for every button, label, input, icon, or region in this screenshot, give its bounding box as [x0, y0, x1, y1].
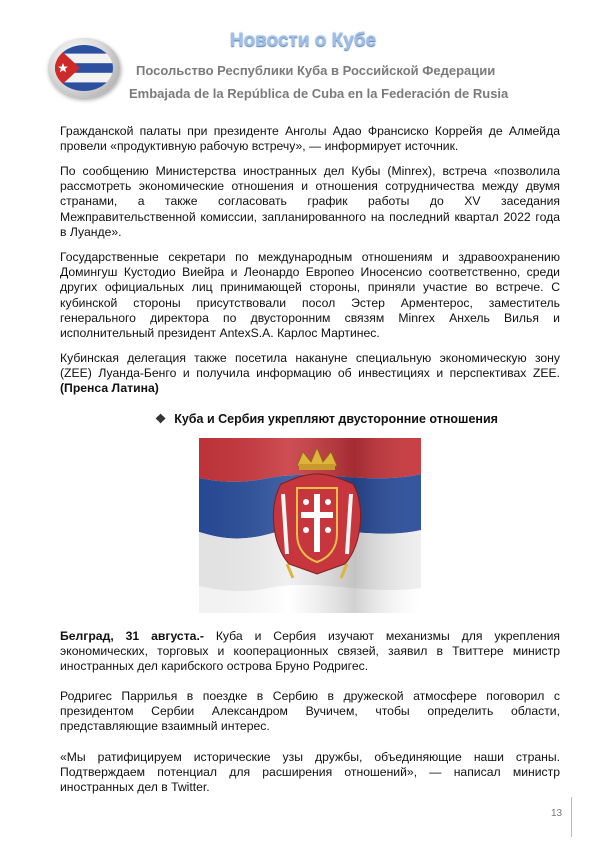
- embassy-name-ru: Посольство Республики Куба в Российской Федерации: [136, 63, 496, 78]
- article-paragraph: [60, 351, 560, 397]
- article-text: Куба и Сербия изучают механизмы для укрепления экономических, торговых и кооперационных связей, заявил в Твиттере министр иностранных дел карибского острова Бруно Родригес.: [60, 629, 560, 674]
- site-title: Новости о Кубе: [229, 30, 377, 51]
- article-text: Кубинская делегация также посетила накануне специальную экономическую зону (ZEE) Луанда-Бенго и получила информацию об инвестициях и перспективах ZEE.: [60, 351, 560, 381]
- article-paragraph: По сообщению Министерства иностранных дел Кубы (Minrex), встреча «позволила рассмотреть экономические отношения и отношения сотрудничества между двумя странами, а также согласовать график работы до XV заседания Межправительственной комиссии, запланированного на последний квартал 2022 года в Луанде».: [60, 164, 560, 239]
- dateline: Белград, 31 августа.-: [60, 629, 204, 643]
- page-header: [0, 0, 606, 110]
- article-paragraph: Гражданской палаты при президенте Анголы Адао Франсиско Коррейя де Алмейда провели «продуктивную рабочую встречу», — информирует источник.: [60, 124, 560, 154]
- article-paragraph: Государственные секретари по международным отношениям и здравоохранению Домингуш Кустодио Виейра и Леонардо Европео Иносенсио соответственно, среди других официальных лиц принимающей стороны, приняли участие во встрече. С кубинской стороны присутствовали посол Эстер Арментерос, заместитель генерального директора по двусторонним связям Minrex Анхель Вилья и исполнительный президент AntexS.A. Карлос Мартинес.: [60, 250, 560, 341]
- article-paragraph: [60, 629, 560, 675]
- embassy-name-es: Embajada de la República de Cuba en la Federación de Rusia: [129, 86, 509, 101]
- page-number: 13: [551, 808, 563, 819]
- article-paragraph: «Мы ратифицируем исторические узы дружбы, объединяющие наши страны. Подтверждаем потенциал для расширения отношений», — написал министр иностранных дел в Twitter.: [60, 750, 560, 795]
- section-heading: [155, 411, 498, 426]
- diamond-bullet-icon: ❖: [155, 412, 167, 426]
- section-heading-text: Куба и Сербия укрепляют двусторонние отношения: [174, 412, 498, 426]
- footer-divider: [571, 797, 572, 837]
- serbia-flag-image: [199, 438, 421, 613]
- article-paragraph: Родригес Паррилья в поездке в Сербию в дружеской атмосфере поговорил с президентом Сербии Александром Вучичем, чтобы определить области, представляющие взаимный интерес.: [60, 689, 560, 734]
- source-credit: (Пренса Латина): [60, 381, 159, 396]
